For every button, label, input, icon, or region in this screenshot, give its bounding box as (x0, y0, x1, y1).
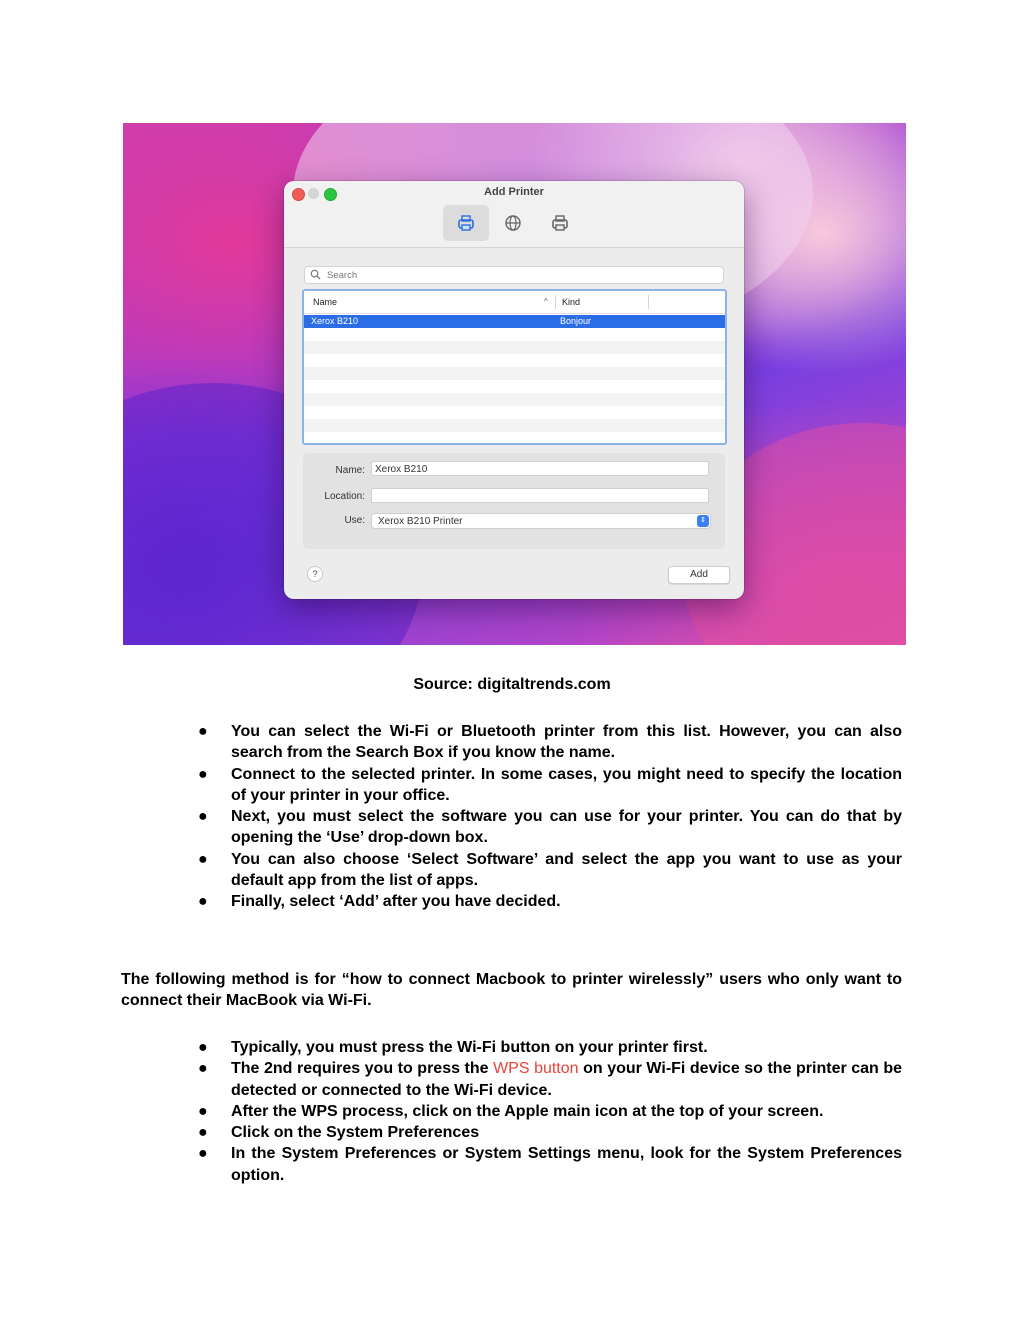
figure-caption: Source: digitaltrends.com (413, 676, 611, 693)
empty-table-row (304, 393, 725, 406)
bullet: ● (198, 893, 208, 911)
list-item: ● Finally, select ‘Add’ after you have decided. (198, 891, 902, 912)
empty-table-row (304, 406, 725, 419)
use-driver-select[interactable] (371, 513, 711, 529)
globe-icon (503, 213, 523, 233)
printer-settings-form (303, 453, 725, 549)
empty-table-row (304, 354, 725, 367)
bullet: ● (198, 723, 208, 740)
windows-printers-tab[interactable] (537, 205, 583, 241)
list-item: ● You can also choose ‘Select Software’ and select the app you want to use as your default app from the list of apps. (198, 850, 902, 890)
table-header (304, 291, 725, 314)
ip-printers-tab[interactable] (490, 205, 536, 241)
printer-kind-cell: Bonjour (560, 316, 592, 326)
empty-table-row (304, 419, 725, 432)
bullet: ● (198, 1102, 208, 1120)
column-divider[interactable] (648, 295, 649, 309)
empty-table-row (304, 328, 725, 341)
bullet: ● (198, 808, 208, 826)
printer-name-field[interactable]: Xerox B210 (371, 461, 709, 476)
add-button[interactable]: Add (668, 566, 730, 584)
wps-button-link[interactable]: WPS button (493, 1060, 579, 1078)
list-item: ● In the System Preferences or System Settings menu, look for the System Preferences option. (198, 1145, 902, 1184)
location-field[interactable] (371, 488, 709, 503)
list-item: ● After the WPS process, click on the Apple main icon at the top of your screen. (198, 1101, 902, 1122)
default-printer-icon (456, 213, 476, 233)
empty-table-row (304, 380, 725, 393)
empty-table-row (304, 341, 725, 354)
steps-list (198, 721, 902, 913)
printer-name-cell: Xerox B210 (311, 316, 359, 326)
list-item: ● Next, you must select the software you can use for your printer. You can do that by opening the ‘Use’ drop-down box. (198, 808, 902, 847)
bullet: ● (198, 850, 208, 868)
bullet: ● (198, 1124, 208, 1142)
intro-paragraph: The following method is for “how to connect Macbook to printer wirelessly” users who only want to connect their MacBook via Wi-Fi. (121, 971, 902, 1010)
bullet: ● (198, 1060, 208, 1078)
bullet: ● (198, 765, 208, 783)
help-button[interactable]: ? (307, 566, 323, 582)
window-titlebar (284, 181, 744, 248)
printer-list-table (302, 289, 727, 445)
column-header-name[interactable]: Name (313, 297, 338, 307)
add-printer-screenshot (123, 123, 906, 645)
list-item: ● The 2nd requires you to press the WPS button on your Wi-Fi device so the printer can be detected or connected to the Wi-Fi device. (198, 1060, 903, 1099)
list-item: ● Connect to the selected printer. In some cases, you might need to specify the location of your printer in your office. (198, 765, 902, 804)
bullet: ● (198, 1039, 208, 1056)
column-header-kind[interactable]: Kind (562, 297, 581, 307)
search-input[interactable] (327, 267, 707, 283)
search-field[interactable] (304, 266, 724, 284)
bullet: ● (198, 1145, 208, 1163)
sort-ascending-icon: ^ (544, 297, 548, 306)
use-driver-value: Xerox B210 Printer (378, 516, 463, 527)
wifi-steps-list (198, 1037, 902, 1186)
name-label: Name: (335, 465, 365, 476)
use-label: Use: (344, 515, 365, 526)
list-item: ● Click on the System Preferences (198, 1122, 902, 1143)
column-divider[interactable] (555, 295, 556, 309)
default-printers-tab[interactable] (443, 205, 489, 241)
location-label: Location: (324, 491, 365, 502)
list-item: ● Typically, you must press the Wi-Fi button on your printer first. (198, 1037, 902, 1058)
add-printer-window (284, 181, 744, 599)
search-icon (310, 269, 321, 280)
empty-table-row (304, 367, 725, 380)
chevron-up-down-icon: ⇕ (697, 515, 709, 527)
window-title: Add Printer (484, 186, 544, 198)
table-row[interactable] (304, 315, 725, 328)
list-item: ● You can select the Wi-Fi or Bluetooth printer from this list. However, you can also search from the Search Box if you know the name. (198, 723, 902, 762)
printer-icon (550, 213, 570, 233)
